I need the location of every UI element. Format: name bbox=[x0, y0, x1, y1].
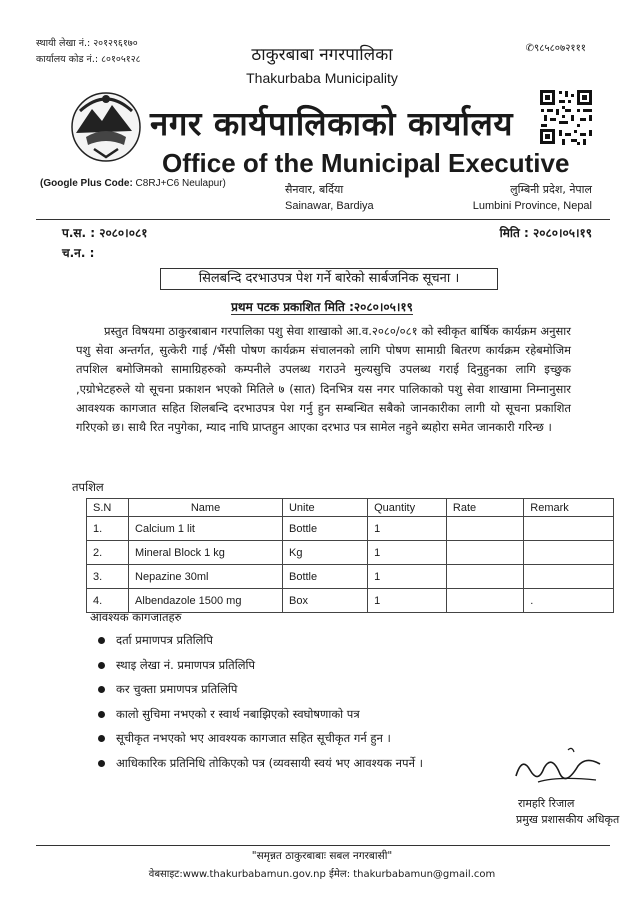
cell-name: Nepazine 30ml bbox=[129, 565, 283, 589]
list-item bbox=[96, 751, 423, 776]
required-documents-heading: आवश्यक कागजातहरु bbox=[90, 610, 182, 624]
details-label: तपशिल bbox=[72, 480, 104, 494]
dispatch-number: च.न. : bbox=[62, 246, 95, 260]
bullet-icon bbox=[98, 760, 105, 767]
list-item bbox=[96, 726, 423, 751]
col-name: Name bbox=[129, 499, 283, 517]
municipality-name-english: Thakurbaba Municipality bbox=[246, 70, 398, 86]
cell-name: Mineral Block 1 kg bbox=[129, 541, 283, 565]
cell-quantity: 1 bbox=[368, 517, 447, 541]
cell-rate bbox=[446, 589, 523, 613]
notice-title: सिलबन्दि दरभाउपत्र पेश गर्ने बारेको सार्बजनिक सूचना । bbox=[160, 268, 498, 290]
office-title-english: Office of the Municipal Executive bbox=[162, 148, 570, 178]
table-row bbox=[87, 517, 614, 541]
cell-sn: 1. bbox=[87, 517, 129, 541]
cell-remark bbox=[524, 565, 614, 589]
list-item-text: सूचीकृत नभएको भए आवश्यक कागजात सहित सूचीकृत गर्न हुन । bbox=[116, 731, 391, 745]
required-documents-list bbox=[96, 628, 423, 775]
cell-unit: Bottle bbox=[282, 517, 367, 541]
cell-unit: Kg bbox=[282, 541, 367, 565]
cell-sn: 3. bbox=[87, 565, 129, 589]
nepal-emblem-icon bbox=[66, 85, 146, 165]
cell-quantity: 1 bbox=[368, 541, 447, 565]
list-item-text: स्थाइ लेखा नं. प्रमाणपत्र प्रतिलिपि bbox=[116, 657, 256, 672]
signatory-name: रामहरि रिजाल bbox=[518, 797, 575, 810]
bullet-icon bbox=[98, 735, 105, 742]
permanent-account-number: स्थायी लेखा नं.: २०१२९६१७० bbox=[36, 38, 138, 49]
location-nepali: सैनवार, बर्दिया bbox=[285, 183, 344, 196]
location-english: Sainawar, Bardiya bbox=[285, 200, 374, 212]
col-unit: Unite bbox=[282, 499, 367, 517]
cell-remark bbox=[524, 541, 614, 565]
province-english: Lumbini Province, Nepal bbox=[472, 200, 592, 212]
cell-remark: . bbox=[524, 589, 614, 613]
bullet-icon bbox=[98, 637, 105, 644]
notice-body: प्रस्तुत विषयमा ठाकुरबाबान गरपालिका पशु सेवा शाखाको आ.व.२०८०/०८१ को स्वीकृत बार्षिक कार्यक्रम अनुसार पशु सेवा अन्तर्गत, सुत्केरी गाई /भैंसी पोषण कार्यक्रम संचालनको लागि पोषण सामाग्री बितरण कार्यक्रम रहेबमोजिम तपशिल बमोजिमको सामाग्रिहरुको कम्पनीले उपलब्ध गराउने मुल्यसुचि उपलब्ध गराई दिनुहुनका लागि इच्छुक ,एग्रोभेटहरुले यो सूचना प्रकाशन भएको मितिले ७ (सात) दिनभित्र यस नगर पालिकाको पशु सेवा शाखामा निम्नानुसार आवश्यक कागजात सहित शिलबन्दि दरभाउपत्र पेश गर्नु हुन सम्बन्धित सबैको जानकारीका लागी यो सूचना प्रकाशित गरिएको छ। साथै रित नपुगेका, म्याद नाघि प्राप्तहुन आएका दरभाउ पत्र सामेल नहुने ब्यहोरा समेत जानकारी गरिन्छ । bbox=[76, 324, 571, 435]
cell-name: Calcium 1 lit bbox=[129, 517, 283, 541]
list-item bbox=[96, 702, 423, 727]
footer-contacts: वेबसाइट:www.thakurbabamun.gov.np ईमेल: thakurbabamun@gmail.com bbox=[148, 869, 496, 880]
list-item-text: कालो सुचिमा नभएको र स्वार्थ नबाझिएको स्वघोषणाको पत्र bbox=[116, 706, 360, 721]
table-row bbox=[87, 565, 614, 589]
province-nepali: लुम्बिनी प्रदेश, नेपाल bbox=[510, 183, 592, 196]
cell-name: Albendazole 1500 mg bbox=[129, 589, 283, 613]
cell-sn: 4. bbox=[87, 589, 129, 613]
cell-rate bbox=[446, 517, 523, 541]
cell-sn: 2. bbox=[87, 541, 129, 565]
list-item-text: आधिकारिक प्रतिनिधि तोकिएको पत्र (व्यवसायी स्वयं भए आवश्यक नपर्ने । bbox=[116, 755, 423, 770]
table-row bbox=[87, 541, 614, 565]
bullet-icon bbox=[98, 686, 105, 693]
signature-icon bbox=[508, 746, 608, 796]
cell-rate bbox=[446, 565, 523, 589]
list-item bbox=[96, 628, 423, 653]
list-item bbox=[96, 677, 423, 702]
cell-unit: Bottle bbox=[282, 565, 367, 589]
cell-rate bbox=[446, 541, 523, 565]
col-quantity: Quantity bbox=[368, 499, 447, 517]
first-published-date bbox=[0, 298, 644, 315]
cell-unit: Box bbox=[282, 589, 367, 613]
list-item-text: दर्ता प्रमाणपत्र प्रतिलिपि bbox=[116, 633, 213, 647]
header-divider bbox=[36, 219, 610, 220]
table-header-row bbox=[87, 499, 614, 517]
bullet-icon bbox=[98, 662, 105, 669]
footer-divider bbox=[36, 845, 610, 846]
col-remark: Remark bbox=[524, 499, 614, 517]
signatory-title: प्रमुख प्रशासकीय अधिकृत bbox=[516, 813, 620, 826]
cell-quantity: 1 bbox=[368, 589, 447, 613]
letter-number: प.स. : २०८०।०८१ bbox=[62, 226, 148, 240]
qr-code-icon bbox=[538, 88, 594, 148]
phone-number: ✆९८५८०७२१११ bbox=[525, 43, 586, 54]
col-sn: S.N bbox=[87, 499, 129, 517]
gpc-value: C8RJ+C6 Neulapur) bbox=[132, 178, 226, 189]
list-item-text: कर चुक्ता प्रमाणपत्र प्रतिलिपि bbox=[116, 682, 238, 696]
municipality-name-nepali: ठाकुरबाबा नगरपालिका bbox=[251, 45, 393, 65]
list-item bbox=[96, 653, 423, 678]
gpc-label: (Google Plus Code: bbox=[40, 178, 133, 189]
office-title-nepali: नगर कार्यपालिकाको कार्यालय bbox=[150, 104, 513, 143]
table-row bbox=[87, 589, 614, 613]
footer-slogan: "समृन्नत ठाकुरबाबाः सबल नगरबासी" bbox=[251, 850, 393, 862]
cell-quantity: 1 bbox=[368, 565, 447, 589]
bullet-icon bbox=[98, 711, 105, 718]
col-rate: Rate bbox=[446, 499, 523, 517]
first-published-text: प्रथम पटक प्रकाशित मिति :२०८०।०५।१९ bbox=[231, 300, 413, 314]
letter-date: मिति : २०८०।०५।१९ bbox=[499, 226, 592, 240]
office-code: कार्यालय कोड नं.: ८०१०५१२८ bbox=[36, 54, 141, 65]
google-plus-code bbox=[40, 178, 226, 189]
items-table bbox=[86, 498, 614, 613]
cell-remark bbox=[524, 517, 614, 541]
